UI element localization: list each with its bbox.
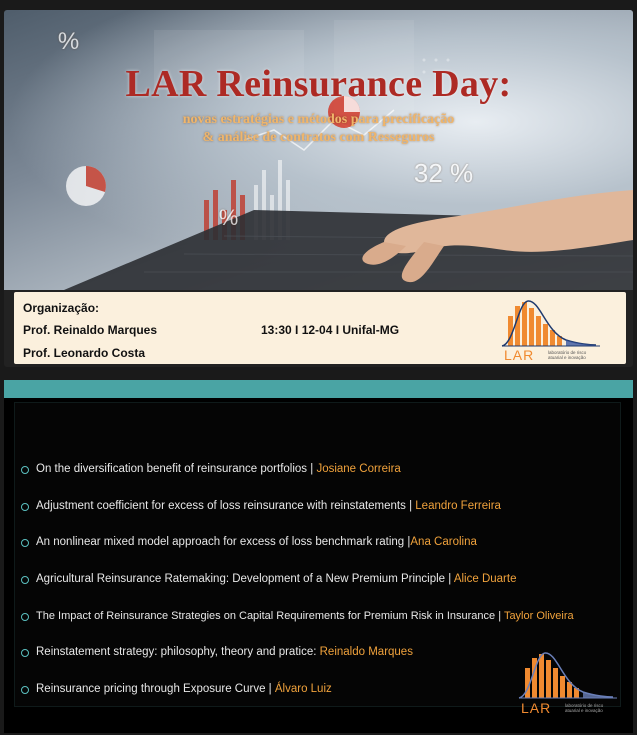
talk-speaker: Taylor Oliveira — [503, 610, 574, 622]
lar-logo-tagline: atuarial e inovação — [548, 355, 586, 360]
talk-title: Adjustment coefficient for excess of loss reinsurance with reinstatements — [36, 500, 406, 512]
separator: | — [445, 573, 454, 585]
lar-logo — [496, 298, 608, 362]
separator: | — [495, 610, 504, 622]
talk-title: The Impact of Reinsurance Strategies on Capital Requirements for Premium Risk in Insurance — [36, 610, 496, 622]
organizer-name: Prof. Reinaldo Marques — [23, 323, 158, 337]
circle-bullet-icon — [21, 686, 29, 694]
hero-percent-3: % — [218, 205, 239, 230]
lar-logo-tagline: laboratório de risco — [565, 703, 604, 708]
list-item — [4, 536, 633, 556]
talk-title: Reinsurance pricing through Exposure Curve — [36, 683, 266, 695]
circle-bullet-icon — [21, 613, 29, 621]
hero-percent-2: 32 % — [413, 158, 474, 188]
event-subtitle-line2: & análise de contratos com Resseguros — [202, 130, 435, 145]
talk-title: Reinstatement strategy: philosophy, theory and pratice: — [36, 646, 317, 658]
lar-logo-wordmark: LAR — [504, 347, 535, 362]
separator: | — [265, 683, 275, 695]
list-item — [4, 500, 633, 520]
hero-percent-1: % — [57, 28, 80, 55]
lar-logo — [513, 650, 625, 716]
talk-title: An nonlinear mixed model approach for excess of loss benchmark rating — [36, 536, 405, 548]
talk-speaker: Leandro Ferreira — [415, 500, 501, 512]
separator: | — [404, 536, 411, 548]
lar-logo-tagline: atuarial e inovação — [565, 708, 603, 713]
event-subtitle-line1: novas estratégias e métodos para precificação — [182, 112, 455, 127]
separator: | — [405, 500, 416, 512]
circle-bullet-icon — [21, 466, 29, 474]
event-schedule: 13:30 I 12-04 I Unifal-MG — [261, 323, 400, 337]
list-item — [4, 573, 633, 593]
circle-bullet-icon — [21, 576, 29, 584]
organizer-name: Prof. Leonardo Costa — [23, 346, 146, 360]
lar-logo-wordmark: LAR — [521, 700, 552, 716]
hero-image — [4, 10, 633, 290]
talk-speaker: Alice Duarte — [453, 573, 517, 585]
circle-bullet-icon — [21, 649, 29, 657]
talks-panel — [4, 380, 633, 733]
organization-label: Organização: — [23, 301, 100, 315]
talk-speaker: Álvaro Luiz — [274, 683, 332, 695]
event-title: LAR Reinsurance Day: — [125, 63, 512, 105]
talk-speaker: Reinaldo Marques — [319, 646, 413, 658]
talk-title: Agricultural Reinsurance Ratemaking: Development of a New Premium Principle — [36, 573, 446, 585]
separator: | — [307, 463, 317, 475]
event-poster — [4, 10, 633, 367]
talk-speaker: Ana Carolina — [410, 536, 477, 548]
circle-bullet-icon — [21, 503, 29, 511]
info-bar — [14, 292, 626, 364]
list-item — [4, 463, 633, 483]
talk-title: On the diversification benefit of reinsurance portfolios — [36, 463, 308, 475]
circle-bullet-icon — [21, 539, 29, 547]
lar-logo-tagline: laboratório de risco — [548, 350, 587, 355]
talk-speaker: Josiane Correira — [316, 463, 401, 475]
list-item — [4, 610, 633, 630]
